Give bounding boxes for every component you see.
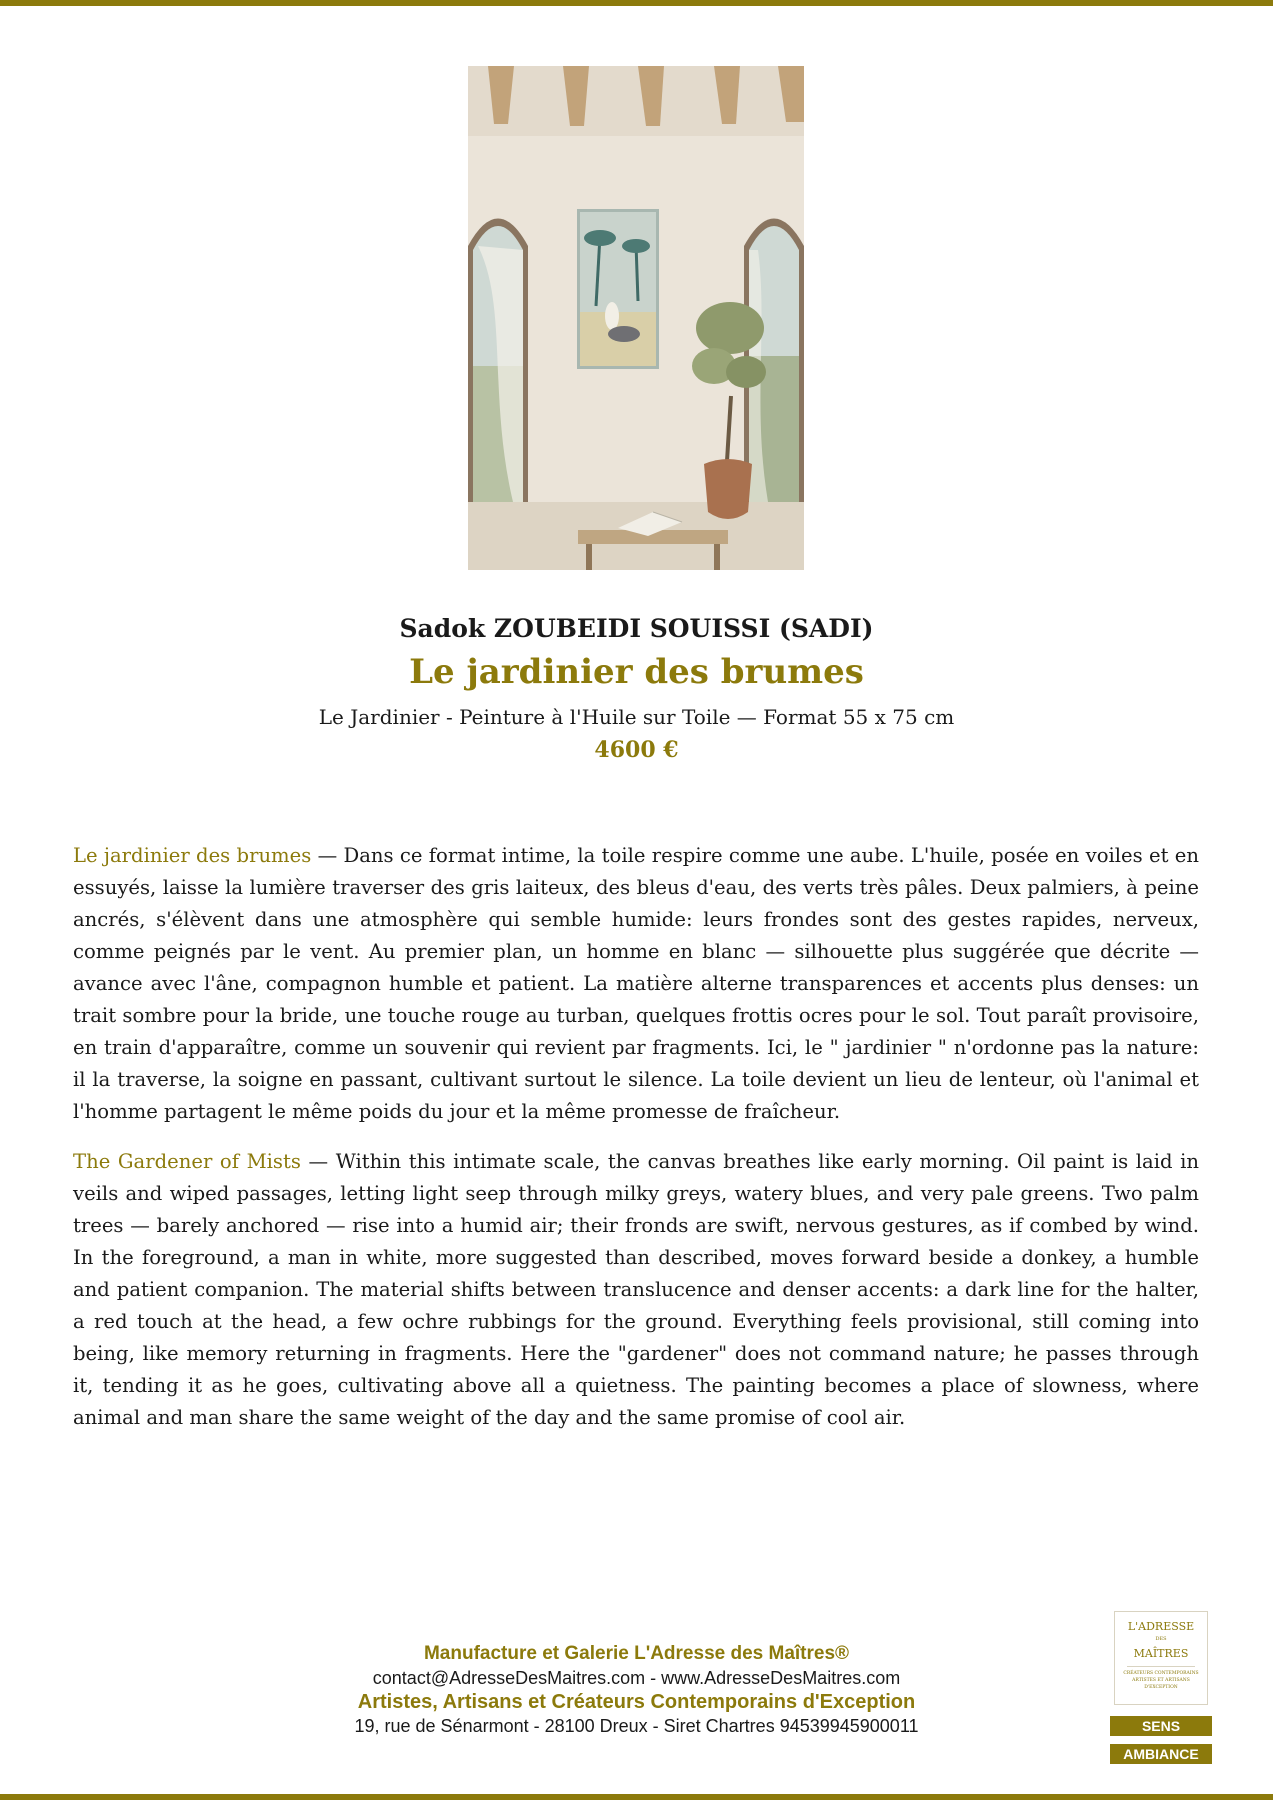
logo-line-3: MAÎTRES	[1133, 1647, 1189, 1660]
description-french	[73, 840, 1199, 1128]
logo-line-4: CRÉATEURS CONTEMPORAINS ARTISTES ET ARTISANS D'EXCEPTION	[1123, 1671, 1199, 1690]
description-french-lead: Le jardinier des brumes	[73, 844, 312, 867]
description-french-body: — Dans ce format intime, la toile respire comme une aube. L'huile, posée en voiles et en essuyés, laisse la lumière traverser des gris laiteux, des bleus d'eau, des verts très pâles. Deux palmiers, à peine ancrés, s'élèvent dans une atmosphère qui semble humide: leurs frondes sont des gestes rapides, nerveux, comme peignés par le vent. Au premier plan, un homme en blanc — silhouette plus suggérée que décrite — avance avec l'âne, compagnon humble et patient. La matière alterne transparences et accents plus denses: un trait sombre pour la bride, une touche rouge au turban, quelques frottis ocres pour le sol. Tout paraît provisoire, en train d'apparaître, comme un souvenir qui revient par fragments. Ici, le " jardinier " n'ordonne pas la nature: il la traverse, la soigne en passant, cultivant surtout le silence. La toile devient un lieu de lenteur, où l'animal et l'homme partagent le même poids du jour et la même promesse de fraîcheur.	[73, 844, 1199, 1123]
gallery-logo	[1114, 1611, 1208, 1705]
tag-ambiance: AMBIANCE	[1110, 1744, 1212, 1764]
logo-line-1: L'ADRESSE	[1127, 1620, 1195, 1633]
description-english	[73, 1146, 1199, 1434]
logo-divider	[1127, 1666, 1195, 1667]
tag-sens: SENS	[1110, 1716, 1212, 1736]
footer-gallery-name: Manufacture et Galerie L'Adresse des Maîtres®	[423, 1643, 850, 1664]
footer	[0, 1642, 1273, 1738]
footer-address: 19, rue de Sénarmont - 28100 Dreux - Siret Chartres 94539945900011	[354, 1716, 919, 1736]
artwork-subtitle: Le Jardinier - Peinture à l'Huile sur Toile — Format 55 x 75 cm	[318, 705, 955, 729]
artwork-price: 4600 €	[594, 737, 679, 763]
description-english-lead: The Gardener of Mists	[73, 1150, 301, 1173]
top-border	[0, 0, 1273, 6]
footer-tagline: Artistes, Artisans et Créateurs Contemporains d'Exception	[357, 1691, 916, 1713]
artwork-title: Le jardinier des brumes	[409, 652, 864, 692]
description-english-body: — Within this intimate scale, the canvas breathes like early morning. Oil paint is laid in veils and wiped passages, letting light seep through milky greys, watery blues, and very pale greens. Two palm trees — barely anchored — rise into a humid air; their fronds are swift, nervous gestures, as if combed by wind. In the foreground, a man in white, more suggested than described, moves forward beside a donkey, a humble and patient companion. The material shifts between translucence and denser accents: a dark line for the halter, a red touch at the head, a few ochre rubbings for the ground. Everything feels provisional, still coming into being, like memory returning in fragments. Here the "gardener" does not command nature; he passes through it, tending it as he goes, cultivating above all a quietness. The painting becomes a place of slowness, where animal and man share the same weight of the day and the same promise of cool air.	[73, 1150, 1200, 1429]
artwork-photo	[468, 66, 804, 570]
bottom-border	[0, 1794, 1273, 1800]
logo-line-2: DES	[1155, 1636, 1167, 1642]
footer-contact: contact@AdresseDesMaitres.com - www.AdresseDesMaitres.com	[372, 1668, 901, 1688]
artist-name: Sadok ZOUBEIDI SOUISSI (SADI)	[399, 614, 874, 643]
